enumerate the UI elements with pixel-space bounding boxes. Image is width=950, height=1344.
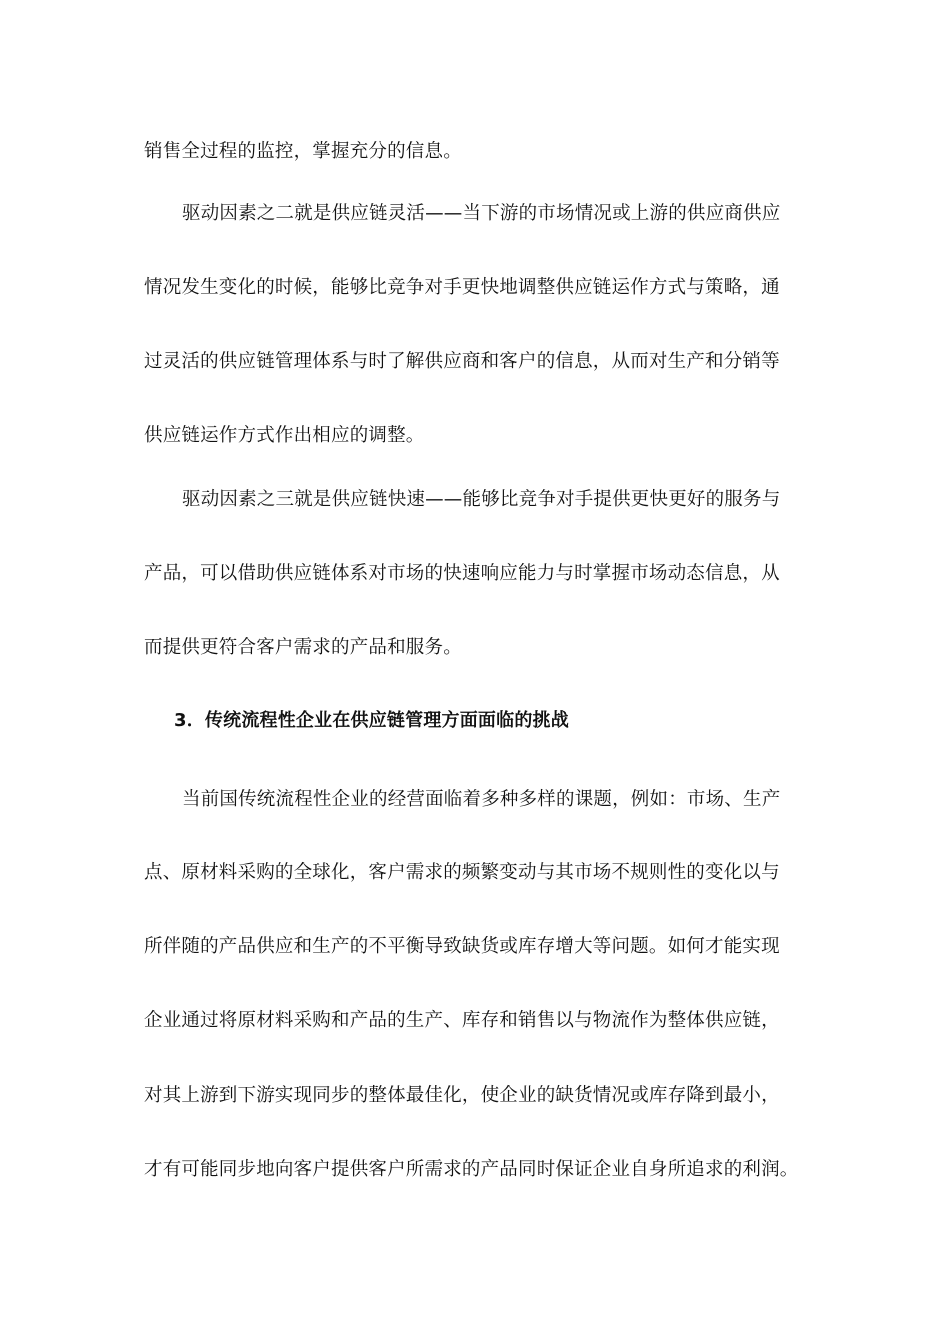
paragraph-line: 当前国传统流程性企业的经营面临着多种多样的课题，例如：市场、生产: [182, 789, 781, 810]
paragraph-line: 产品，可以借助供应链体系对市场的快速响应能力与时掌握市场动态信息，从: [144, 563, 780, 584]
paragraph-line: 所伴随的产品供应和生产的不平衡导致缺货或库存增大等问题。如何才能实现: [144, 936, 780, 957]
paragraph-line: 点、原材料采购的全球化，客户需求的频繁变动与其市场不规则性的变化以与: [144, 862, 780, 883]
paragraph-line: 企业通过将原材料采购和产品的生产、库存和销售以与物流作为整体供应链，: [144, 1010, 780, 1031]
paragraph-line: 过灵活的供应链管理体系与时了解供应商和客户的信息，从而对生产和分销等: [144, 351, 780, 372]
section-heading: 3．传统流程性企业在供应链管理方面面临的挑战: [174, 710, 569, 731]
paragraph-line: 销售全过程的监控，掌握充分的信息。: [144, 141, 462, 162]
paragraph-line: 对其上游到下游实现同步的整体最佳化，使企业的缺货情况或库存降到最小，: [144, 1085, 780, 1106]
paragraph-line: 情况发生变化的时候，能够比竞争对手更快地调整供应链运作方式与策略，通: [144, 277, 780, 298]
paragraph-line: 而提供更符合客户需求的产品和服务。: [144, 637, 462, 658]
paragraph-line: 驱动因素之三就是供应链快速——能够比竞争对手提供更快更好的服务与: [182, 489, 781, 510]
paragraph-line: 才有可能同步地向客户提供客户所需求的产品同时保证企业自身所追求的利润。: [144, 1159, 799, 1180]
paragraph-line: 驱动因素之二就是供应链灵活——当下游的市场情况或上游的供应商供应: [182, 203, 781, 224]
paragraph-line: 供应链运作方式作出相应的调整。: [144, 425, 425, 446]
